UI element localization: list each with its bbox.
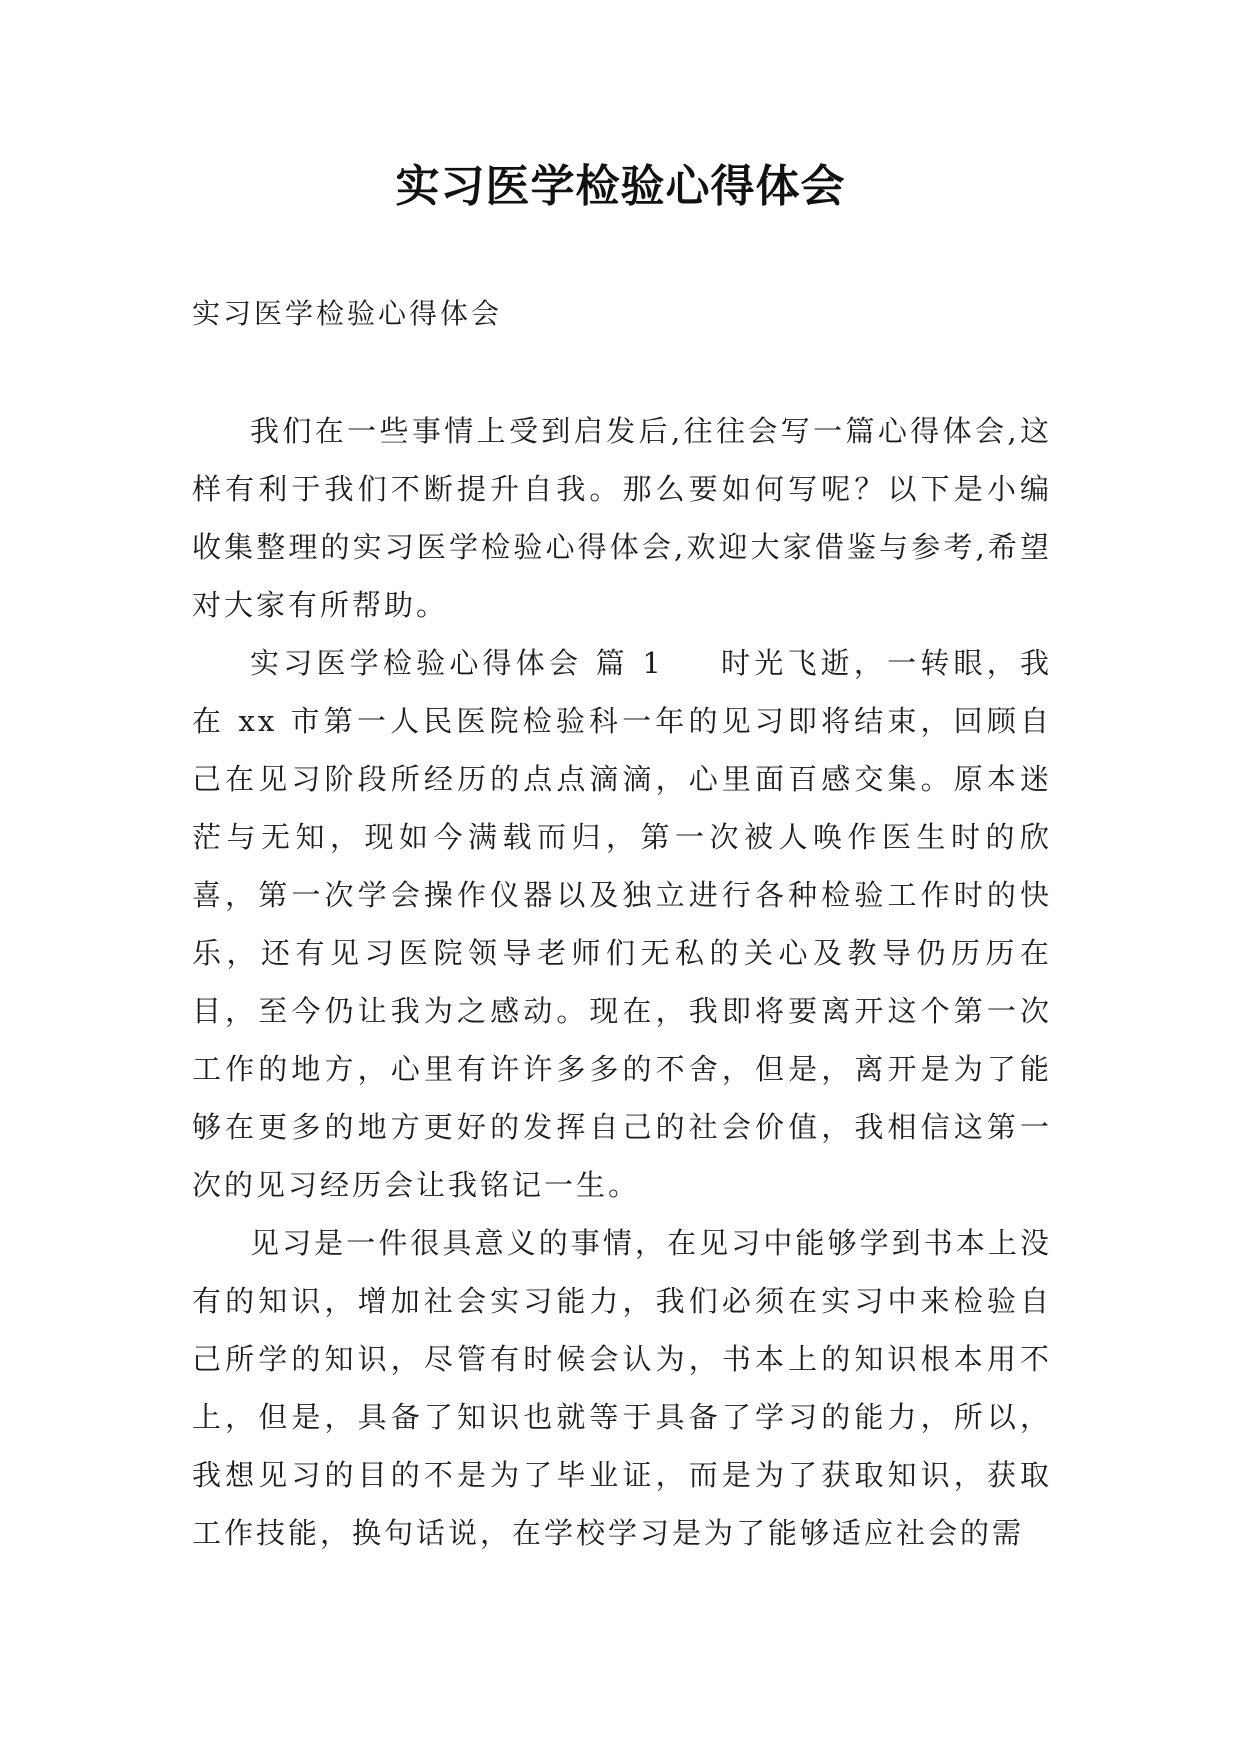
intro-paragraph: 我们在一些事情上受到启发后,往往会写一篇心得体会,这样有利于我们不断提升自我。那么要如何写呢？以下是小编收集整理的实习医学检验心得体会,欢迎大家借鉴与参考,希望对大家有所帮助。 [192,414,1052,622]
document-title: 实习医学检验心得体会 [395,161,846,212]
section-1-heading: 实习医学检验心得体会 篇 1 [250,646,664,680]
paragraph-3: 见习是一件很具意义的事情，在见习中能够学到书本上没有的知识，增加社会实习能力，我们必须在实习中来检验自己所学的知识，尽管有时候会认为，书本上的知识根本用不上，但是，具备了知识也就等于具备了学习的能力，所以，我想见习的目的不是为了毕业证，而是为了获取知识，获取工作技能，换句话说，在学校学习是为了能够适应社会的需 [192,1226,1052,1550]
section-1-text: 时光飞逝，一转眼，我在 xx 市第一人民医院检验科一年的见习即将结束，回顾自己在见习阶段所经历的点点滴滴，心里面百感交集。原本迷茫与无知，现如今满载而归，第一次被人唤作医生时的欣喜，第一次学会操作仪器以及独立进行各种检验工作时的快乐，还有见习医院领导老师们无私的关心及教导仍历历在目，至今仍让我为之感动。现在，我即将要离开这个第一次工作的地方，心里有许许多多的不舍，但是，离开是为了能够在更多的地方更好的发挥自己的社会价值，我相信这第一次的见习经历会让我铭记一生。 [192,646,1052,1202]
document-body [192,402,1052,1562]
section-1-paragraph [192,634,1052,1214]
document-subtitle: 实习医学检验心得体会 [192,297,503,330]
